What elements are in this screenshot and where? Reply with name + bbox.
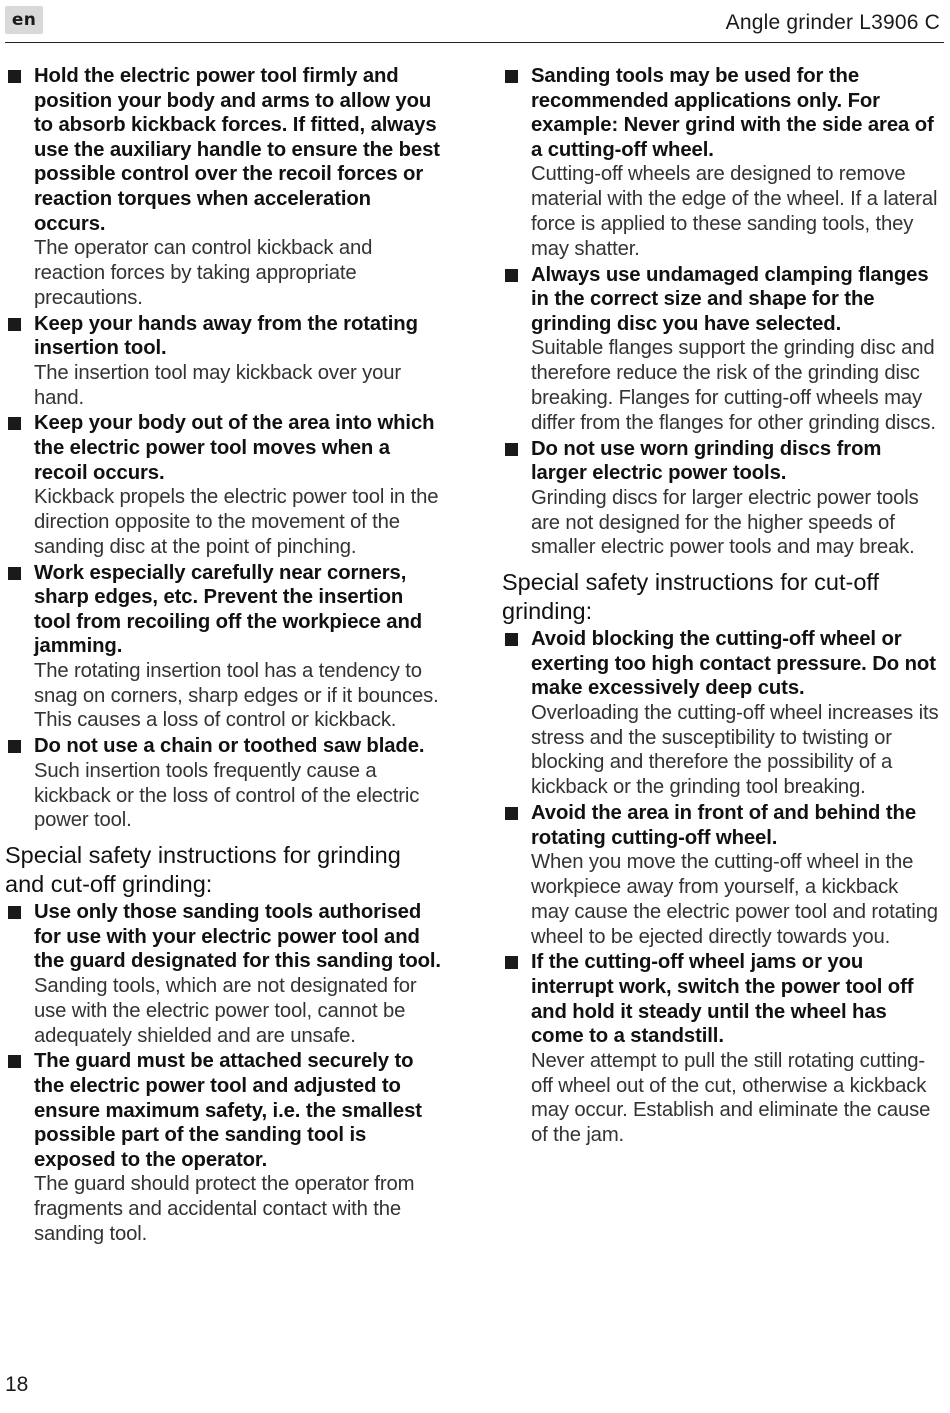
safety-item-title: Always use undamaged clamping flanges in the correct size and shape for the grinding disc you have selected.	[531, 263, 929, 335]
square-bullet-icon	[505, 633, 518, 646]
square-bullet-icon	[505, 956, 518, 969]
safety-item-body: When you move the cutting-off wheel in the workpiece away from yourself, a kickback may cause the electric power tool and rotating wheel to be ejected directly towards you.	[531, 851, 938, 948]
section-heading: Special safety instructions for cut-off grinding:	[502, 569, 880, 624]
square-bullet-icon	[8, 906, 21, 919]
safety-item	[5, 900, 443, 1048]
safety-item-body: Overloading the cutting-off wheel increases its stress and the susceptibility to twisting or blocking and therefore the possibility of a kickback or the grinding tool breaking.	[531, 701, 939, 799]
safety-item-body: Sanding tools, which are not designated for use with the electric power tool, cannot be adequately shielded and are unsafe.	[34, 975, 417, 1047]
page-number: 18	[5, 1373, 29, 1396]
language-badge: en	[5, 6, 43, 34]
safety-item-body: The guard should protect the operator from fragments and accidental contact with the sanding tool.	[34, 1173, 415, 1245]
section-heading: Special safety instructions for grinding and cut-off grinding:	[5, 842, 401, 897]
left-column	[5, 64, 443, 1248]
safety-item-body: The operator can control kickback and reaction forces by taking appropriate precautions.	[34, 237, 373, 309]
right-column	[502, 64, 940, 1149]
safety-item-body: Suitable flanges support the grinding disc and therefore reduce the risk of the grinding disc breaking. Flanges for cutting-off wheels may differ from the flanges for other grinding discs.	[531, 337, 936, 434]
document-title: Angle grinder L3906 C	[725, 11, 940, 34]
safety-item-title: Do not use a chain or toothed saw blade.	[34, 735, 425, 758]
square-bullet-icon	[8, 567, 21, 580]
safety-item	[502, 263, 940, 436]
safety-item-title: Do not use worn grinding discs from larger electric power tools.	[531, 437, 882, 485]
safety-item-body: Such insertion tools frequently cause a kickback or the loss of control of the electric power tool.	[34, 759, 420, 832]
safety-item	[502, 950, 940, 1148]
safety-item-title: Work especially carefully near corners, sharp edges, etc. Prevent the insertion tool from recoiling off the workpiece and jamming.	[34, 561, 423, 658]
safety-item	[502, 437, 940, 561]
safety-item	[5, 734, 443, 833]
safety-item-body: Never attempt to pull the still rotating cutting-off wheel out of the cut, otherwise a kickback may occur. Establish and eliminate the cause of the jam.	[531, 1049, 931, 1147]
safety-item	[502, 627, 940, 800]
safety-item-body: Cutting-off wheels are designed to remove material with the edge of the wheel. If a lateral force is applied to these sanding tools, they may shatter.	[531, 163, 938, 260]
header-divider	[5, 42, 944, 43]
safety-item-body: Kickback propels the electric power tool in the direction opposite to the movement of the sanding disc at the point of pinching.	[34, 486, 439, 558]
safety-item-title: Use only those sanding tools authorised for use with your electric power tool and the guard designated for this sanding tool.	[34, 901, 441, 973]
square-bullet-icon	[8, 318, 21, 331]
safety-item-title: Sanding tools may be used for the recommended applications only. For example: Never grind with the side area of a cutting-off wheel.	[531, 65, 934, 161]
square-bullet-icon	[8, 740, 21, 753]
safety-item-title: If the cutting-off wheel jams or you interrupt work, switch the power tool off and hold it steady until the wheel has come to a standstill.	[531, 951, 914, 1048]
safety-item	[5, 411, 443, 559]
safety-item	[5, 561, 443, 734]
safety-item	[5, 1049, 443, 1246]
square-bullet-icon	[8, 1055, 21, 1068]
safety-item-title: The guard must be attached securely to the electric power tool and adjusted to ensure maximum safety, i.e. the smallest possible part of the sanding tool is exposed to the operator.	[34, 1050, 422, 1171]
safety-item-body: Grinding discs for larger electric power tools are not designed for the higher speeds of smaller electric power tools and may break.	[531, 486, 919, 559]
safety-item-body: The insertion tool may kickback over your hand.	[34, 361, 401, 409]
safety-item-body: The rotating insertion tool has a tendency to snag on corners, sharp edges or if it bounces. This causes a loss of control or kickback.	[34, 659, 439, 732]
square-bullet-icon	[505, 70, 518, 83]
safety-item-title: Hold the electric power tool firmly and position your body and arms to allow you to absorb kickback forces. If fitted, always use the auxiliary handle to ensure the best possible control over the recoil forces or reaction torques when acceleration occurs.	[34, 65, 440, 235]
square-bullet-icon	[8, 70, 21, 83]
safety-item-title: Avoid the area in front of and behind the rotating cutting-off wheel.	[531, 802, 917, 849]
square-bullet-icon	[8, 417, 21, 430]
square-bullet-icon	[505, 443, 518, 456]
square-bullet-icon	[505, 807, 518, 820]
safety-item	[502, 64, 940, 262]
square-bullet-icon	[505, 269, 518, 282]
safety-item	[502, 801, 940, 949]
safety-item	[5, 312, 443, 411]
safety-item-title: Keep your body out of the area into which the electric power tool moves when a recoil occurs.	[34, 412, 435, 484]
safety-item-title: Avoid blocking the cutting-off wheel or exerting too high contact pressure. Do not make excessively deep cuts.	[531, 628, 936, 700]
safety-item-title: Keep your hands away from the rotating insertion tool.	[34, 312, 418, 360]
safety-item	[5, 64, 443, 311]
